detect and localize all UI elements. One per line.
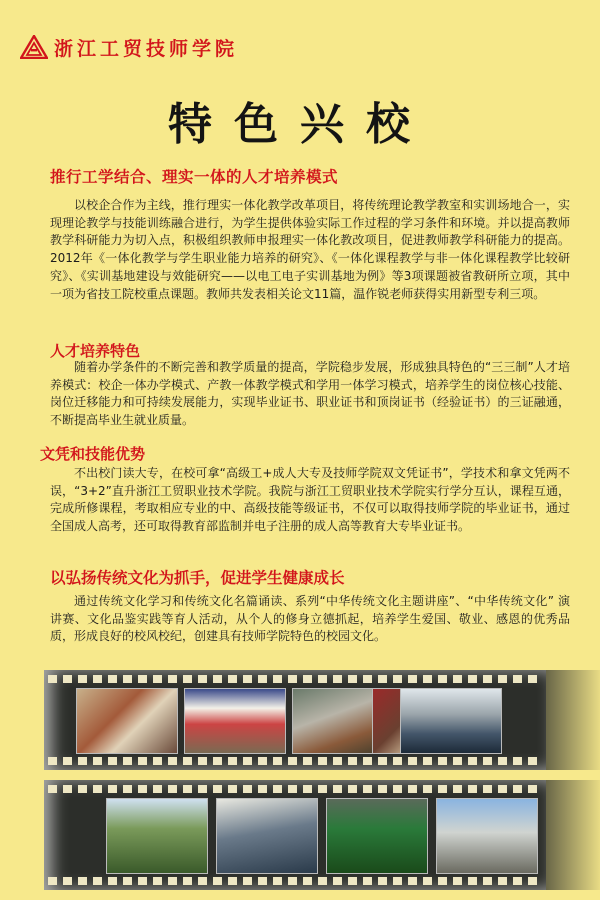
film-perforations: [48, 877, 542, 885]
photo-campus-buildings: [436, 798, 538, 874]
film-perforations: [48, 675, 542, 683]
school-logo-icon: [20, 35, 48, 59]
section-title-traditional-culture: 以弘扬传统文化为抓手，促进学生健康成长: [50, 569, 345, 587]
photo-traditional-culture-lecture: [184, 688, 286, 754]
header: [20, 34, 238, 60]
section-text-diploma-skills: 不出校门读大专，在校可拿“高级工+成人大专及技师学院双文凭证书”，学技术和拿文凭两不误，“3+2”直升浙江工贸职业技术学院。我院与浙江工贸职业技术学院实行学分互认，课程互通，完成所修课程，考取相应专业的中、高级技能等级证书，不仅可以取得技师学院的毕业证书，通过全国成人高考，还可取得教育部监制并电子注册的成人高等教育大专毕业证书。: [50, 466, 570, 534]
film-strip-top: [44, 670, 546, 770]
photo-training-workshop: [326, 798, 428, 874]
film-strip-bottom: [44, 780, 546, 890]
section-title-talent-training: 人才培养特色: [50, 342, 141, 360]
film-perforations: [48, 757, 542, 765]
film-perforations: [48, 785, 542, 793]
photo-signing-ceremony: [76, 688, 178, 754]
school-name: 浙江工贸技师学院: [54, 37, 239, 60]
section-text-teaching-model: 以校企合作为主线，推行理实一体化教学改革项目，将传统理论教学教室和实训场地合一，实现理论教学与技能训练融合进行，为学生提供体验实际工作过程的学习条件和环境。并以提高教师教学科研能力为切入点，积极组织教师申报理实一体化教改项目，促进教师教学科研能力的提高。2012年《一体化教学与学生职业能力培养的研究》、《一体化课程教学与非一体化课程教学比较研究》、《实训基地建设与效能研究——以电工电子实训基地为例》等3项课题被省教研所立项，其中一项为省技工院校重点课题。教师共发表相关论文11篇，温作锐老师获得实用新型专利三项。: [50, 198, 570, 301]
section-text-traditional-culture: 通过传统文化学习和传统文化名篇诵读、系列“中华传统文化主题讲座”、“中华传统文化” 演讲赛、文化品鉴实践等育人活动，从个人的修身立德抓起，培养学生爱国、敬业、感恩的优秀品质，形成良好的校风校纪，创建具有技师学院特色的校园文化。: [50, 594, 570, 644]
section-title-teaching-model: 推行工学结合、理实一体的人才培养模式: [50, 168, 339, 186]
section-text-talent-training: 随着办学条件的不断完善和教学质量的提高，学院稳步发展，形成独具特色的“三三制”人才培养模式：校企一体办学模式、产教一体教学模式和学用一体学习模式，培养学生的岗位核心技能、岗位迁移能力和可持续发展能力，实现毕业证书、职业证书和顶岗证书（经验证书）的三证融通，不断提高毕业生就业质量。: [50, 360, 570, 428]
photo-military-training: [106, 798, 208, 874]
page-title: 特色兴校: [168, 99, 432, 150]
photo-computer-lab: [216, 798, 318, 874]
photo-cnc-workshop: [400, 688, 502, 754]
section-title-diploma-skills: 文凭和技能优势: [40, 445, 146, 463]
